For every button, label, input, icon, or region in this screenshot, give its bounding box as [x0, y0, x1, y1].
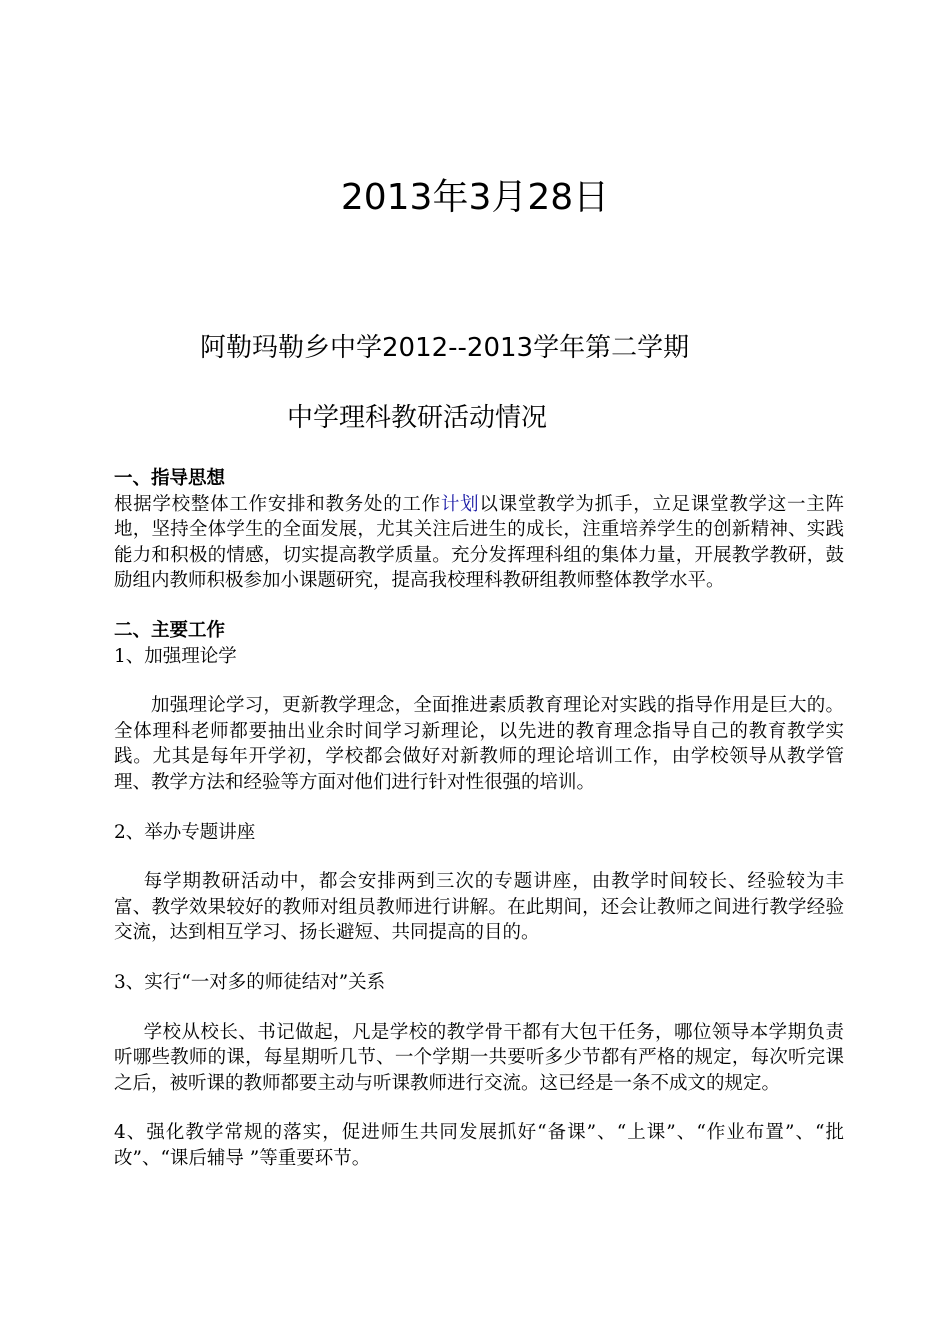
- item1-title: 1、加强理论学: [114, 645, 237, 667]
- item3-title: 3、实行“一对多的师徒结对”关系: [114, 971, 386, 993]
- item3-paragraph: 学校从校长、书记做起，凡是学校的教学骨干都有大包干任务，哪位领导本学期负责听哪些教师的课，每星期听几节、一个学期一共要听多少节都有严格的规定，每次听完课之后，被听课的教师都要主动与听课教师进行交流。这已经是一条不成文的规定。: [114, 1021, 844, 1094]
- document-title-line2: 中学理科教研活动情况: [287, 403, 548, 433]
- section2-heading: 二、主要工作: [114, 619, 226, 641]
- item4-paragraph: 4、强化教学常规的落实，促进师生共同发展抓好“备课”、“上课”、“作业布置”、“批改”、“课后辅导 ”等重要环节。: [114, 1122, 844, 1169]
- document-body: [114, 466, 844, 1171]
- item2-paragraph: 每学期教研活动中，都会安排两到三次的专题讲座，由教学时间较长、经验较为丰富、教学效果较好的教师对组员教师进行讲解。在此期间，还会让教师之间进行教学经验交流，达到相互学习、扬长避短、共同提高的目的。: [114, 871, 844, 944]
- section1-text-before-link: 根据学校整体工作安排和教务处的工作: [114, 493, 441, 515]
- plan-link[interactable]: 计划: [440, 493, 480, 515]
- item1-paragraph: 加强理论学习，更新教学理念，全面推进素质教育理论对实践的指导作用是巨大的。全体理科老师都要抽出业余时间学习新理论，以先进的教育理念指导自己的教育教学实践。尤其是每年开学初，学校都会做好对新教师的理论培训工作，由学校领导从教学管理、教学方法和经验等方面对他们进行针对性很强的培训。: [114, 695, 844, 793]
- document-date: 2013年3月28日: [340, 177, 610, 218]
- document-title-line1: 阿勒玛勒乡中学2012--2013学年第二学期: [200, 333, 690, 363]
- item2-title: 2、举办专题讲座: [114, 821, 256, 843]
- section1-heading: 一、指导思想: [114, 468, 226, 489]
- section1-text-after-link: 以课堂教学为抓手，立足课堂教学这一主阵地，坚持全体学生的全面发展，尤其关注后进生的成长，注重培养学生的创新精神、实践能力和积极的情感，切实提高教学质量。充分发挥理科组的集体力量，开展教学教研，鼓励组内教师积极参加小课题研究，提高我校理科教研组教师整体教学水平。: [114, 493, 844, 592]
- section1-paragraph: [114, 492, 844, 594]
